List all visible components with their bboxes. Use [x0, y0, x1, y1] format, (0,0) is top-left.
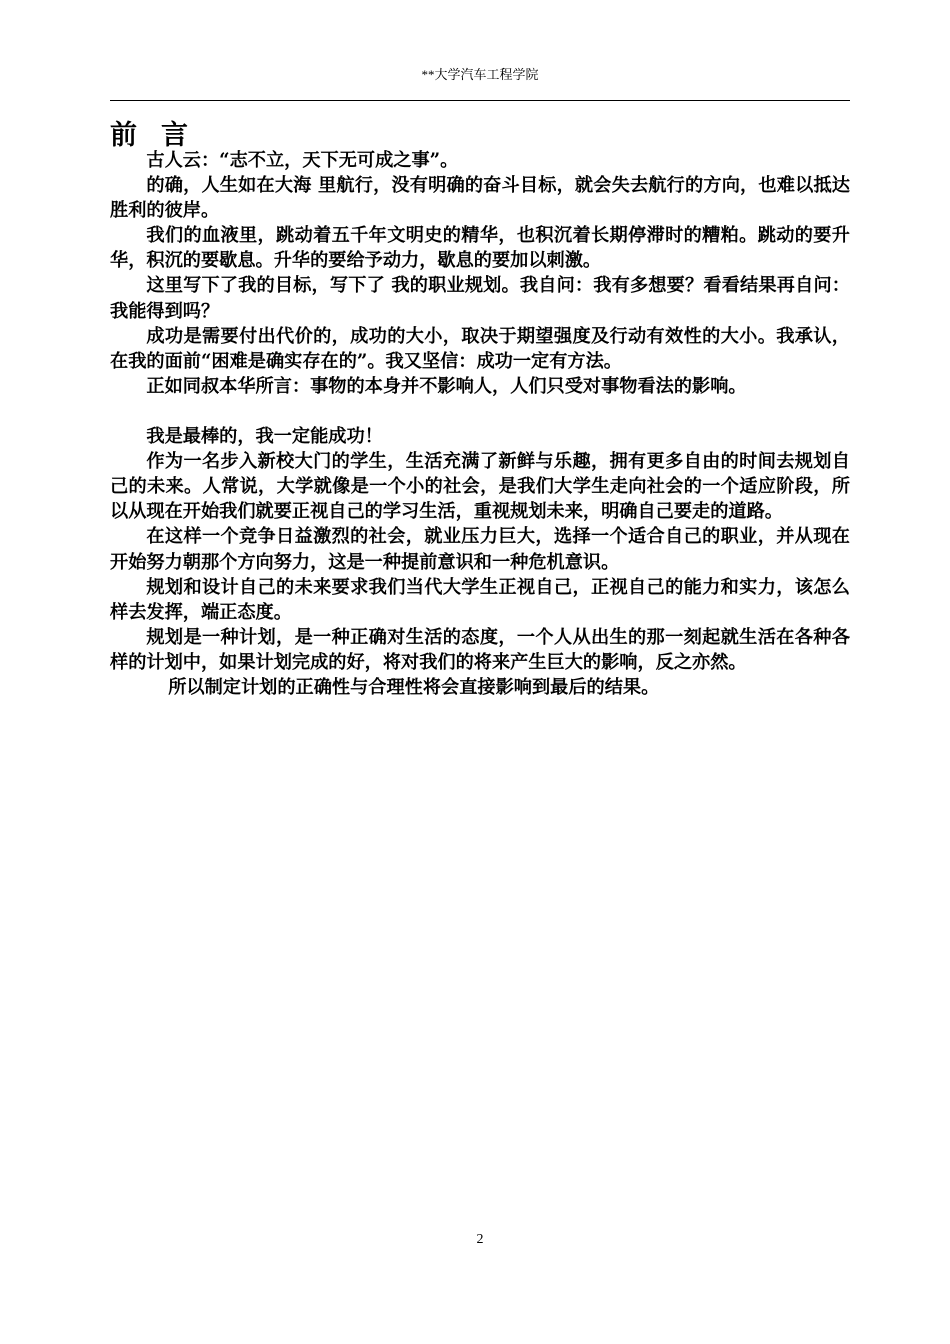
page-number: 2 — [476, 1232, 484, 1247]
title-char-1: 前 — [110, 120, 139, 151]
paragraph: 所以制定计划的正确性与合理性将会直接影响到最后的结果。 — [168, 676, 660, 698]
paragraph: 正如同叔本华所言：事物的本身并不影响人，人们只受对事物看法的影响。 — [146, 375, 747, 397]
paragraph: 规划和设计自己的未来要求我们当代大学生正视自己，正视自己的能力和实力，该怎么样去发挥，端正态度。 — [110, 576, 850, 623]
paragraph: 我是最棒的，我一定能成功！ — [146, 426, 383, 448]
page-header: **大学汽车工程学院 — [421, 67, 539, 82]
paragraph: 作为一名步入新校大门的学生，生活充满了新鲜与乐趣，拥有更多自由的时间去规划自己的未来。人常说，大学就像是一个小的社会，是我们大学生走向社会的一个适应阶段，所以从现在开始我们就要正视自己的学习生活，重视规划未来，明确自己要走的道路。 — [110, 451, 850, 523]
header-rule — [110, 100, 850, 101]
paragraph: 的确，人生如在大海 里航行，没有明确的奋斗目标，就会失去航行的方向，也难以抵达胜利的彼岸。 — [110, 175, 850, 222]
paragraph: 规划是一种计划，是一种正确对生活的态度，一个人从出生的那一刻起就生活在各种各样的计划中，如果计划完成的好，将对我们的将来产生巨大的影响，反之亦然。 — [110, 626, 850, 673]
paragraph: 成功是需要付出代价的，成功的大小，取决于期望强度及行动有效性的大小。我承认，在我的面前“困难是确实存在的”。我又坚信：成功一定有方法。 — [110, 325, 850, 372]
paragraph: 古人云：“志不立，天下无可成之事”。 — [146, 150, 459, 171]
title-char-2: 言 — [161, 120, 190, 151]
paragraph: 我们的血液里，跳动着五千年文明史的精华，也积沉着长期停滞时的糟粕。跳动的要升华，积沉的要歇息。升华的要给予动力，歇息的要加以刺激。 — [110, 225, 850, 272]
section-title — [110, 113, 190, 152]
document-body — [110, 148, 850, 700]
paragraph: 在这样一个竞争日益激烈的社会，就业压力巨大，选择一个适合自己的职业，并从现在开始努力朝那个方向努力，这是一种提前意识和一种危机意识。 — [110, 526, 850, 573]
paragraph: 这里写下了我的目标，写下了 我的职业规划。我自问：我有多想要？看看结果再自问：我能得到吗？ — [110, 275, 850, 322]
blank-line — [110, 399, 850, 424]
